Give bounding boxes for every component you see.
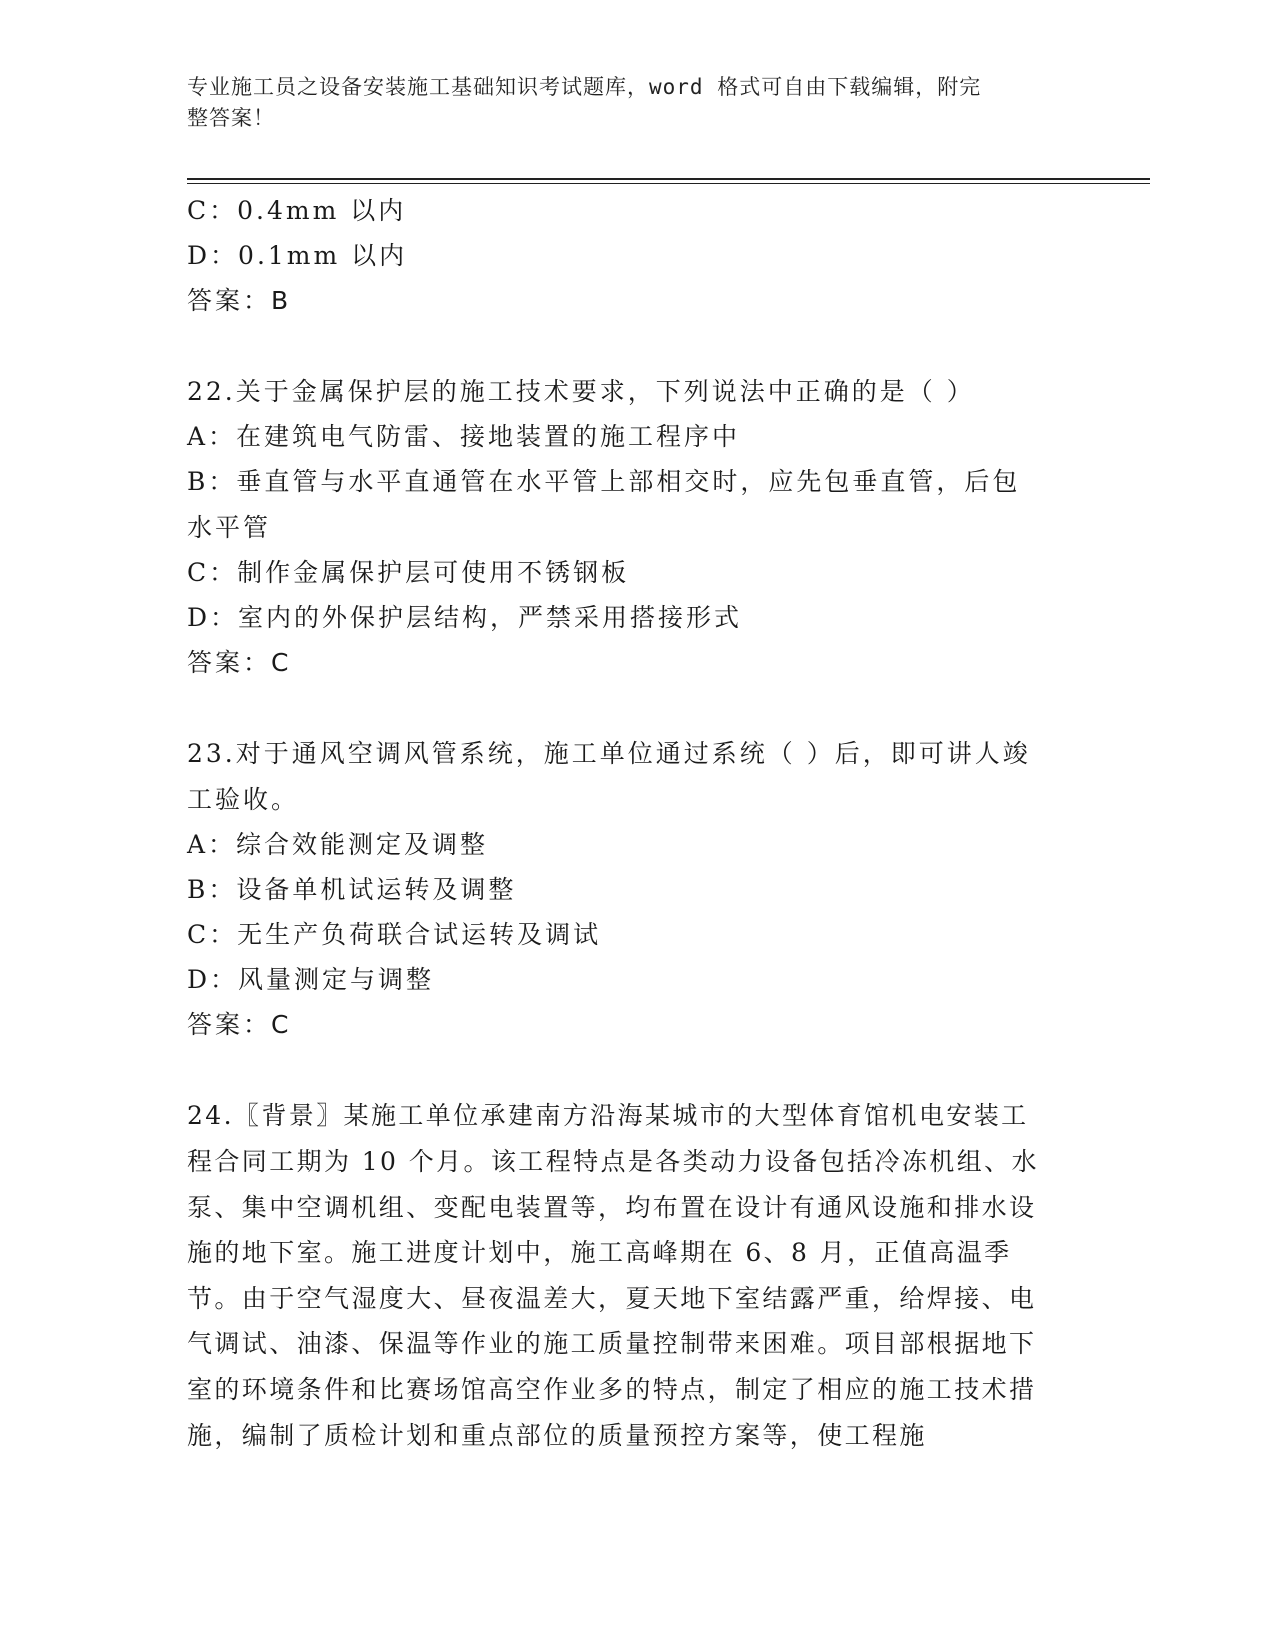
answer-line: 答案：C	[187, 648, 292, 678]
header-divider-thin	[187, 183, 1150, 184]
option-d: D：风量测定与调整	[187, 965, 435, 995]
option-a: A：综合效能测定及调整	[187, 830, 489, 860]
question-24-background: 24.〖背景〗某施工单位承建南方沿海某城市的大型体育馆机电安装工程合同工期为 10 个月。该工程特点是各类动力设备包括冷冻机组、水泵、集中空调机组、变配电装置等，均布置在设计有通风设施和排水设施的地下室。施工进度计划中，施工高峰期在 6、8 月，正值高温季节。由于空气湿度大、昼夜温差大，夏天地下室结露严重，给焊接、电气调试、油漆、保温等作业的施工质量控制带来困难。项目部根据地下室的环境条件和比赛场馆高空作业多的特点，制定了相应的施工技术措施，编制了质检计划和重点部位的质量预控方案等，使工程施	[187, 1101, 1039, 1450]
option-b: B：设备单机试运转及调整	[187, 875, 517, 905]
document-body	[187, 188, 1087, 1458]
question-stem: 22.关于金属保护层的施工技术要求，下列说法中正确的是（ ）	[187, 377, 975, 406]
header-line-2: 整答案！	[187, 106, 275, 130]
question-stem: 23.对于通风空调风管系统，施工单位通过系统（ ）后，即可讲人竣工验收。	[187, 739, 1031, 814]
option-a: A：在建筑电气防雷、接地装置的施工程序中	[187, 422, 741, 451]
header-divider-thick	[187, 178, 1150, 180]
option-d: D：室内的外保护层结构，严禁采用搭接形式	[187, 603, 743, 633]
document-header	[187, 72, 1067, 134]
option-d: D：0.1mm 以内	[187, 241, 408, 270]
option-c: C：制作金属保护层可使用不锈钢板	[187, 558, 630, 588]
previous-question-tail	[187, 188, 1087, 323]
question-22	[187, 369, 1087, 685]
header-line-1: 专业施工员之设备安装施工基础知识考试题库，word 格式可自由下载编辑，附完	[187, 75, 982, 99]
option-b: B：垂直管与水平直通管在水平管上部相交时，应先包垂直管，后包水平管	[187, 467, 1021, 542]
option-c: C：0.4mm 以内	[187, 196, 407, 225]
option-c: C：无生产负荷联合试运转及调试	[187, 920, 602, 950]
answer-line: 答案：B	[187, 286, 292, 315]
question-23	[187, 731, 1087, 1047]
answer-line: 答案：C	[187, 1010, 292, 1040]
